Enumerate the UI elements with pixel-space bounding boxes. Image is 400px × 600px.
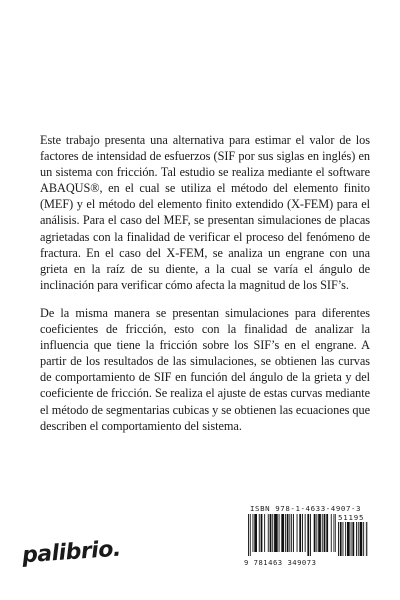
barcode-bar	[261, 514, 263, 552]
barcode-bar	[347, 522, 350, 556]
isbn-barcode	[242, 500, 372, 576]
barcode-bar	[291, 514, 292, 552]
barcode-bar	[289, 514, 290, 552]
publisher-logo-text: palibrio.	[21, 536, 122, 569]
barcode-bar	[356, 522, 357, 556]
barcode-bar	[338, 522, 339, 556]
barcode-bar	[345, 522, 346, 556]
isbn-label: ISBN 978-1-4633-4907-3	[250, 504, 362, 513]
barcode-bar	[360, 522, 363, 556]
barcode-bar	[293, 514, 294, 552]
barcode-bar	[358, 522, 359, 556]
publisher-logo	[21, 536, 122, 569]
barcode-bar	[324, 514, 326, 552]
barcode-bar	[274, 514, 278, 552]
barcode-bar	[310, 514, 311, 556]
barcode-bar	[351, 522, 352, 556]
description-paragraph-1: Este trabajo presenta una alternativa para estimar el valor de los factores de intensidad de esfuerzos (SIF por sus siglas en inglés) en un sistema con fricción. Tal estudio se realiza mediante el software ABAQUS®, en el cual se utiliza el método del elemento finito (MEF) y el método del elemento finito extendido (X-FEM) para el análisis. Para el caso del MEF, se presentan simulaciones de placas agrietadas con la finalidad de verificar el proceso del fenómeno de fractura. En el caso del X-FEM, se analiza un engrane con una grieta en la raíz de su diente, a la cual se varía el ángulo de inclinación para verificar cómo afecta la magnitud de los SIF’s.	[40, 133, 370, 292]
ean-digits: 9 781463 349073	[244, 558, 317, 567]
barcode-bar	[335, 514, 336, 552]
barcode-bar	[281, 514, 284, 552]
barcode-bar	[270, 514, 272, 552]
barcode-bar	[264, 514, 265, 552]
barcode-bar	[334, 514, 335, 552]
barcode-bar	[253, 514, 254, 552]
barcode-bar	[302, 514, 303, 552]
barcode-bar	[314, 514, 316, 552]
barcode-bar	[285, 514, 286, 552]
barcode-bar	[307, 514, 309, 556]
barcode-bar	[297, 514, 298, 552]
barcode-bar	[272, 514, 273, 552]
barcode-bar	[352, 522, 354, 556]
barcode-bar	[322, 514, 323, 552]
barcode-bar	[366, 522, 367, 556]
description-paragraph-2: De la misma manera se presentan simulaciones para diferentes coeficientes de fricción, esto con la finalidad de analizar la influencia que tiene la fricción sobre los SIF’s en el engrane. A partir de los resultados de las simulaciones, se obtienen las curvas de comportamiento de SIF en función del ángulo de la grieta y del coeficiente de fricción. Se realiza el ajuste de estas curvas mediante el método de segmentarias cubicas y se obtienen las ecuaciones que describen el comportamiento del sistema.	[40, 305, 370, 433]
back-cover-text	[40, 132, 370, 434]
barcode-bar	[268, 514, 269, 552]
ean-barcode-bars	[248, 514, 336, 558]
barcode-bar	[299, 514, 301, 552]
barcode-bar	[305, 514, 306, 552]
barcode-bar	[259, 514, 260, 552]
barcode-bar	[343, 522, 344, 556]
barcode-bar	[318, 514, 321, 552]
barcode-supplement-number: 51195	[338, 513, 365, 522]
barcode-bar	[331, 514, 332, 552]
barcode-bar	[250, 514, 251, 556]
barcode-bar	[326, 514, 328, 552]
barcode-bar	[254, 514, 257, 552]
barcode-bar	[279, 514, 280, 552]
barcode-bar	[340, 522, 342, 556]
barcode-bar	[248, 514, 249, 556]
barcode-bar	[363, 522, 364, 556]
barcode-bar	[316, 514, 317, 552]
barcode-bar	[287, 514, 289, 552]
supplement-barcode-bars	[338, 522, 368, 558]
